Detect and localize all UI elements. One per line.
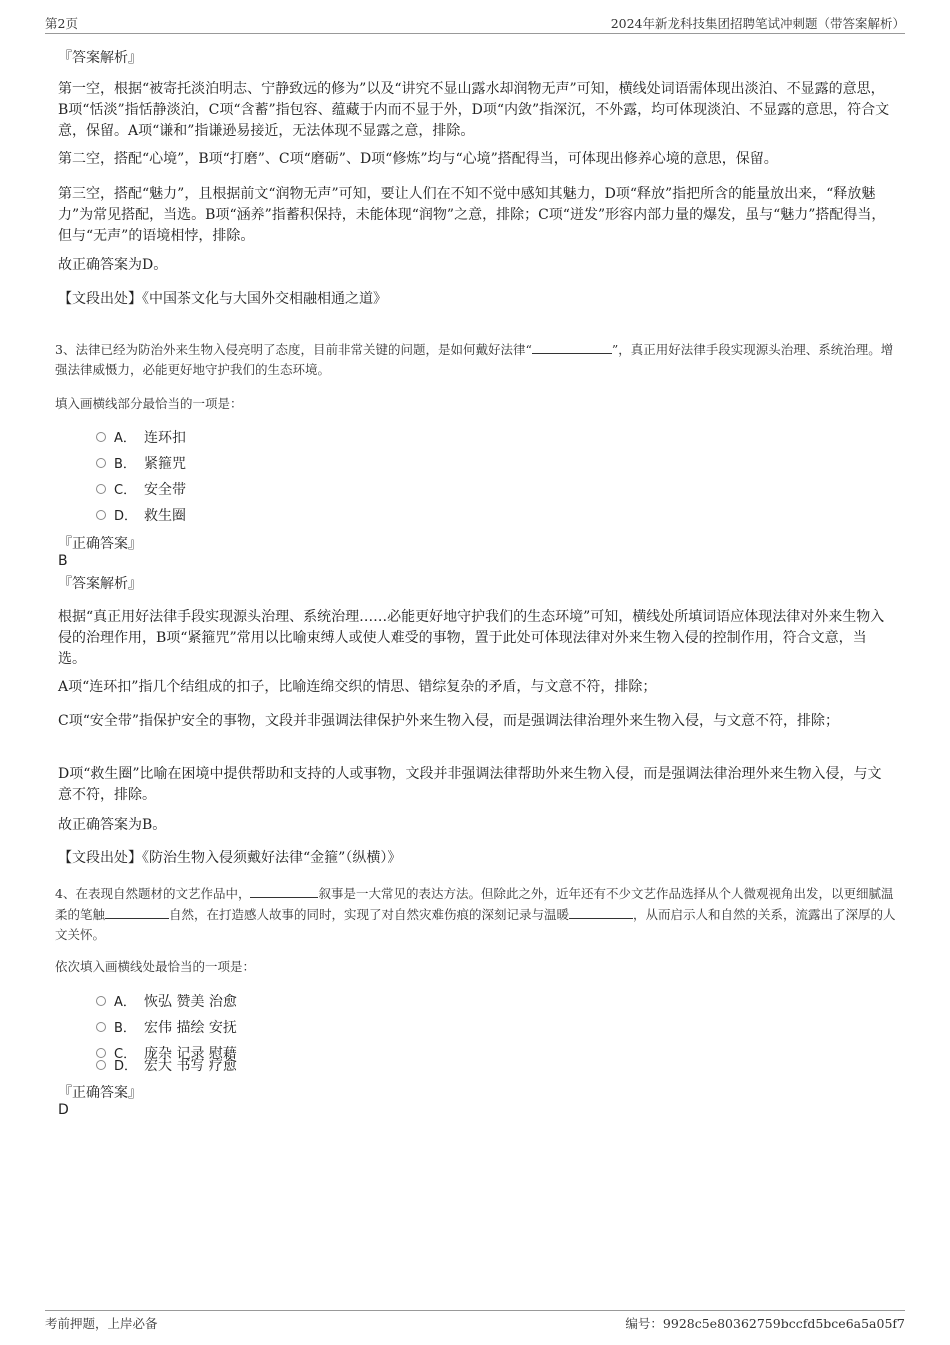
q3-analysis-p3: C项“安全带”指保护安全的事物，文段并非强调法律保护外来生物入侵，而是强调法律治理外来生物入侵，与文意不符，排除； [58,713,840,729]
radio-icon[interactable] [96,510,106,520]
page-number: 第2页 [45,16,78,31]
q2-analysis-p1: 第一空，根据“被寄托淡泊明志、宁静致远的修为”以及“讲究不显山露水却润物无声”可知，横线处词语需体现出淡泊、不显露的意思，B项“恬淡”指恬静淡泊，C项“含蓄”指包容、蕴藏于内而不显于外，D项“内敛”指深沉，不外露，均可体现淡泊、不显露的意思，符合文意，保留。A项“谦和”指谦逊易接近，无法体现不显露之意，排除。 [58,81,890,139]
q4-option-c[interactable]: C． 庞杂 记录 慰藉 [96,1043,237,1065]
q4-correct-answer: D [58,1102,69,1118]
q3-analysis-p1: 根据“真正用好法律手段实现源头治理、系统治理……必能更好地守护我们的生态环境”可知，横线处所填词语应体现法律对外来生物入侵的治理作用，B项“紧箍咒”常用以比喻束缚人或使人难受的事物，置于此处可体现法律对外来生物入侵的控制作用，符合文意，当选。 [58,609,885,667]
q2-analysis-p3: 第三空，搭配“魅力”，且根据前文“润物无声”可知，要让人们在不知不觉中感知其魅力，D项“释放”指把所含的能量放出来，“释放魅力”为常见搭配，当选。B项“涵养”指蓄积保持，未能体现“润物”之意，排除；C项“迸发”形容内部力量的爆发，虽与“魅力”搭配得当，但与“无声”的语境相悖，排除。 [58,186,886,244]
q3-option-b[interactable]: B． 紧箍咒 [96,453,186,475]
q3-source: 【文段出处】《防治生物入侵须戴好法律“金箍”（纵横）》 [58,850,402,866]
radio-icon[interactable] [96,1022,106,1032]
q4-blank-1 [250,883,318,898]
q3-option-a[interactable]: A． 连环扣 [96,427,186,449]
footer-serial: 编号：9928c5e80362759bccfd5bce6a5a05f7 [625,1316,905,1331]
header-divider [45,33,905,34]
radio-icon[interactable] [96,484,106,494]
radio-icon[interactable] [96,432,106,442]
q4-prompt: 依次填入画横线处最恰当的一项是： [55,959,256,974]
radio-icon[interactable] [96,458,106,468]
footer-divider [45,1310,905,1311]
q3-prompt: 填入画横线部分最恰当的一项是： [55,396,243,411]
q3-conclusion: 故正确答案为B。 [58,817,167,833]
footer-slogan: 考前押题，上岸必备 [45,1316,158,1331]
q3-stem: 3、法律已经为防治外来生物入侵亮明了态度，目前非常关键的问题，是如何戴好法律“ ”，真正用好法律手段实现源头治理、系统治理。增强法律威慑力，必能更好地守护我们的生态环境。 [55,339,900,380]
q2-conclusion: 故正确答案为D。 [58,257,168,273]
q4-option-d[interactable]: D． 宏大 书写 疗愈 [96,1055,237,1077]
q2-analysis-title: 『答案解析』 [58,50,142,66]
q4-stem: 4、在表现自然题材的文艺作品中， 叙事是一大常见的表达方法。但除此之外，近年还有不少文艺作品选择从个人微观视角出发，以更细腻温柔的笔触 自然，在打造感人故事的同时，实现了对自然灾难伤痕的深刻记录与温暖 ，从而启示人和自然的关系，流露出了深厚的人文关怀。 [55,883,900,945]
q2-analysis-p2: 第二空，搭配“心境”，B项“打磨”、C项“磨砺”、D项“修炼”均与“心境”搭配得当，可体现出修养心境的意思，保留。 [58,151,778,167]
radio-icon[interactable] [96,996,106,1006]
q4-option-b[interactable]: B． 宏伟 描绘 安抚 [96,1017,237,1039]
q2-source: 【文段出处】《中国茶文化与大国外交相融相通之道》 [58,291,387,307]
q4-blank-2 [105,904,169,919]
q3-blank [532,339,612,354]
q4-correct-title: 『正确答案』 [58,1085,142,1101]
q3-option-d[interactable]: D． 救生圈 [96,505,186,527]
q3-analysis-title: 『答案解析』 [58,576,142,592]
q3-analysis-p4: D项“救生圈”比喻在困境中提供帮助和支持的人或事物，文段并非强调法律帮助外来生物入侵，而是强调法律治理外来生物入侵，与文意不符，排除。 [58,766,882,803]
q3-option-c[interactable]: C． 安全带 [96,479,186,501]
q3-correct-title: 『正确答案』 [58,536,142,552]
q4-option-a[interactable]: A． 恢弘 赞美 治愈 [96,991,237,1013]
q4-blank-3 [569,904,633,919]
document-title: 2024年新龙科技集团招聘笔试冲刺题（带答案解析） [610,16,905,31]
q3-analysis-p2: A项“连环扣”指几个结组成的扣子，比喻连绵交织的情思、错综复杂的矛盾，与文意不符，排除； [58,679,657,695]
radio-icon[interactable] [96,1060,106,1070]
q3-correct-answer: B [58,553,68,569]
